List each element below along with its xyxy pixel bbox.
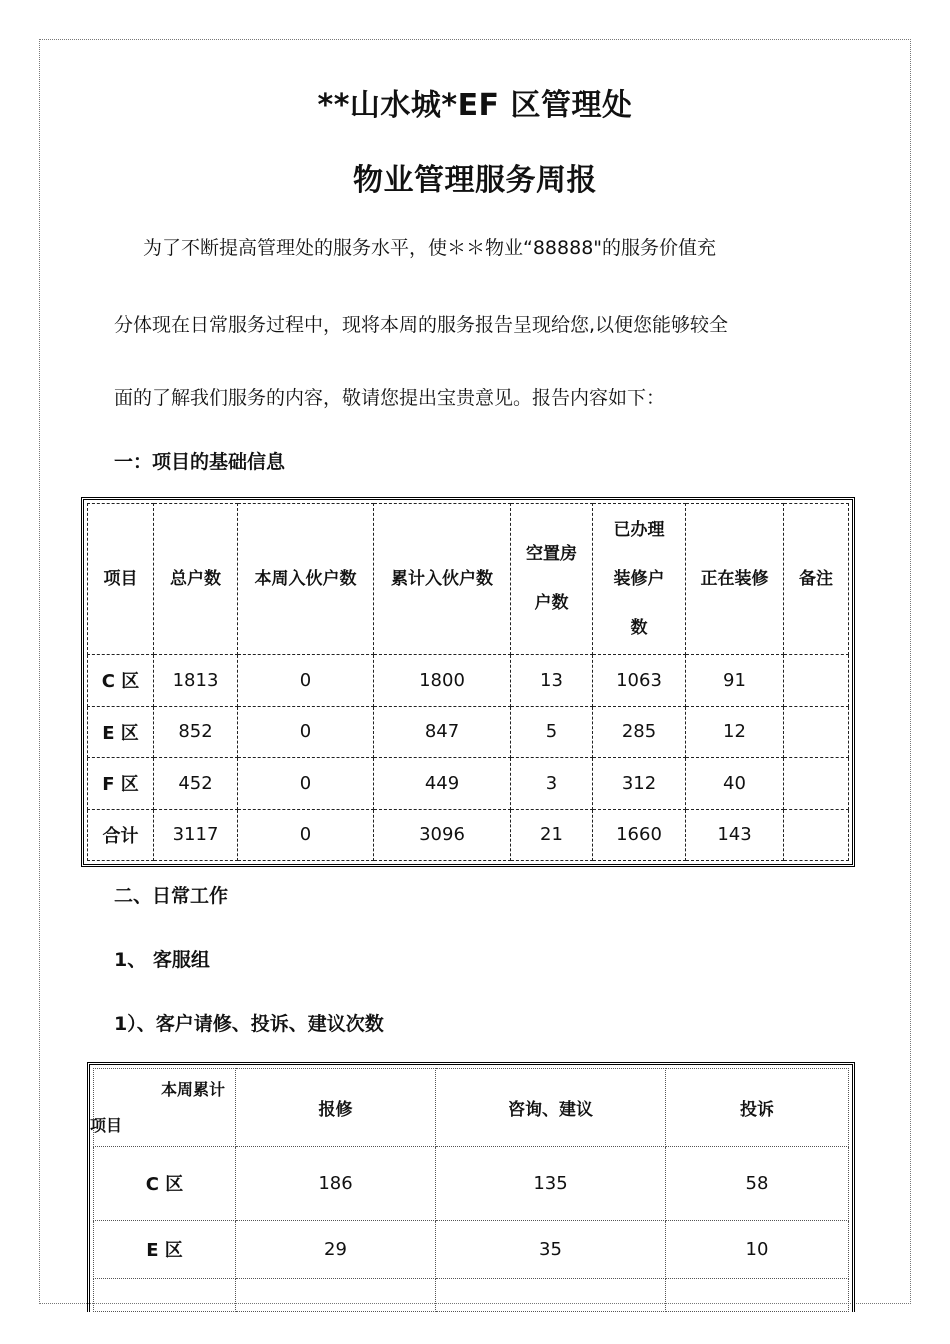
table-cell (784, 758, 849, 810)
request-header-row (94, 1069, 849, 1147)
table-cell (784, 706, 849, 758)
table-cell: 3117 (154, 809, 238, 861)
basic-info-header-row (88, 504, 849, 655)
table-cell: 1813 (154, 655, 238, 707)
customer-service-heading: 1、 客服组 (114, 949, 210, 971)
table-cell: 91 (686, 655, 784, 707)
table-cell: 285 (593, 706, 686, 758)
corner-bottom-label: 项目 (90, 1116, 123, 1135)
section-daily-work-heading: 二、日常工作 (114, 885, 229, 907)
table-row (88, 655, 849, 707)
table-cell: 10 (666, 1220, 849, 1278)
table-cell: 852 (154, 706, 238, 758)
table-cell: 1800 (374, 655, 511, 707)
corner-top-label: 本周累计 (160, 1080, 225, 1099)
row-label: F 区 (88, 758, 154, 810)
row-label: 合计 (88, 809, 154, 861)
table-cell: 847 (374, 706, 511, 758)
section-basic-info-heading: 一：项目的基础信息 (114, 451, 286, 473)
table-row (94, 1278, 849, 1311)
table-cell: 13 (511, 655, 593, 707)
table-cell: 5 (511, 706, 593, 758)
table-row (94, 1147, 849, 1221)
table-cell: 35 (436, 1220, 666, 1278)
table-cell: 452 (154, 758, 238, 810)
basic-info-table (81, 497, 855, 867)
table-cell: 449 (374, 758, 511, 810)
request-count-heading: 1）、客户请修、投诉、建议次数 (114, 1013, 384, 1035)
header-cell: 累计入伙户数 (374, 504, 511, 655)
table-row (88, 706, 849, 758)
table-cell: 0 (238, 809, 374, 861)
table-cell: 40 (686, 758, 784, 810)
table-cell: 29 (236, 1220, 436, 1278)
report-subtitle: 物业管理服务周报 (353, 163, 597, 198)
table-row (88, 758, 849, 810)
table-cell: 312 (593, 758, 686, 810)
intro-line-1: 为了不断提高管理处的服务水平，使＊＊物业“88888"的服务价值充 (143, 237, 717, 259)
table-cell (236, 1278, 436, 1311)
table-cell: 1063 (593, 655, 686, 707)
corner-header-cell (90, 1069, 236, 1147)
table-cell: 21 (511, 809, 593, 861)
header-cell: 已办理装修户数 (593, 504, 686, 655)
header-cell: 总户数 (154, 504, 238, 655)
header-cell: 本周入伙户数 (238, 504, 374, 655)
intro-line-3: 面的了解我们服务的内容，敬请您提出宝贵意见。报告内容如下： (114, 387, 666, 409)
row-label: C 区 (94, 1147, 236, 1221)
row-label: E 区 (94, 1220, 236, 1278)
header-cell: 空置房户数 (511, 504, 593, 655)
intro-line-2: 分体现在日常服务过程中，现将本周的服务报告呈现给您,以便您能够较全 (114, 314, 729, 336)
table-cell: 1660 (593, 809, 686, 861)
table-cell (94, 1278, 236, 1311)
header-cell: 报修 (236, 1069, 436, 1147)
table-cell: 0 (238, 655, 374, 707)
table-cell (436, 1278, 666, 1311)
table-cell: 0 (238, 706, 374, 758)
header-cell: 投诉 (666, 1069, 849, 1147)
header-cell: 备注 (784, 504, 849, 655)
row-label: C 区 (88, 655, 154, 707)
table-cell: 12 (686, 706, 784, 758)
table-cell: 0 (238, 758, 374, 810)
row-label: E 区 (88, 706, 154, 758)
table-cell: 3096 (374, 809, 511, 861)
header-cell: 项目 (88, 504, 154, 655)
table-cell (666, 1278, 849, 1311)
table-row (88, 809, 849, 861)
header-cell: 正在装修 (686, 504, 784, 655)
table-row (94, 1220, 849, 1278)
table-cell: 186 (236, 1147, 436, 1221)
table-cell (784, 809, 849, 861)
table-cell: 58 (666, 1147, 849, 1221)
table-cell: 3 (511, 758, 593, 810)
header-cell: 咨询、建议 (436, 1069, 666, 1147)
report-title: **山水城*EF 区管理处 (317, 88, 633, 123)
table-cell: 143 (686, 809, 784, 861)
request-count-table (87, 1062, 855, 1312)
table-cell (784, 655, 849, 707)
table-cell: 135 (436, 1147, 666, 1221)
